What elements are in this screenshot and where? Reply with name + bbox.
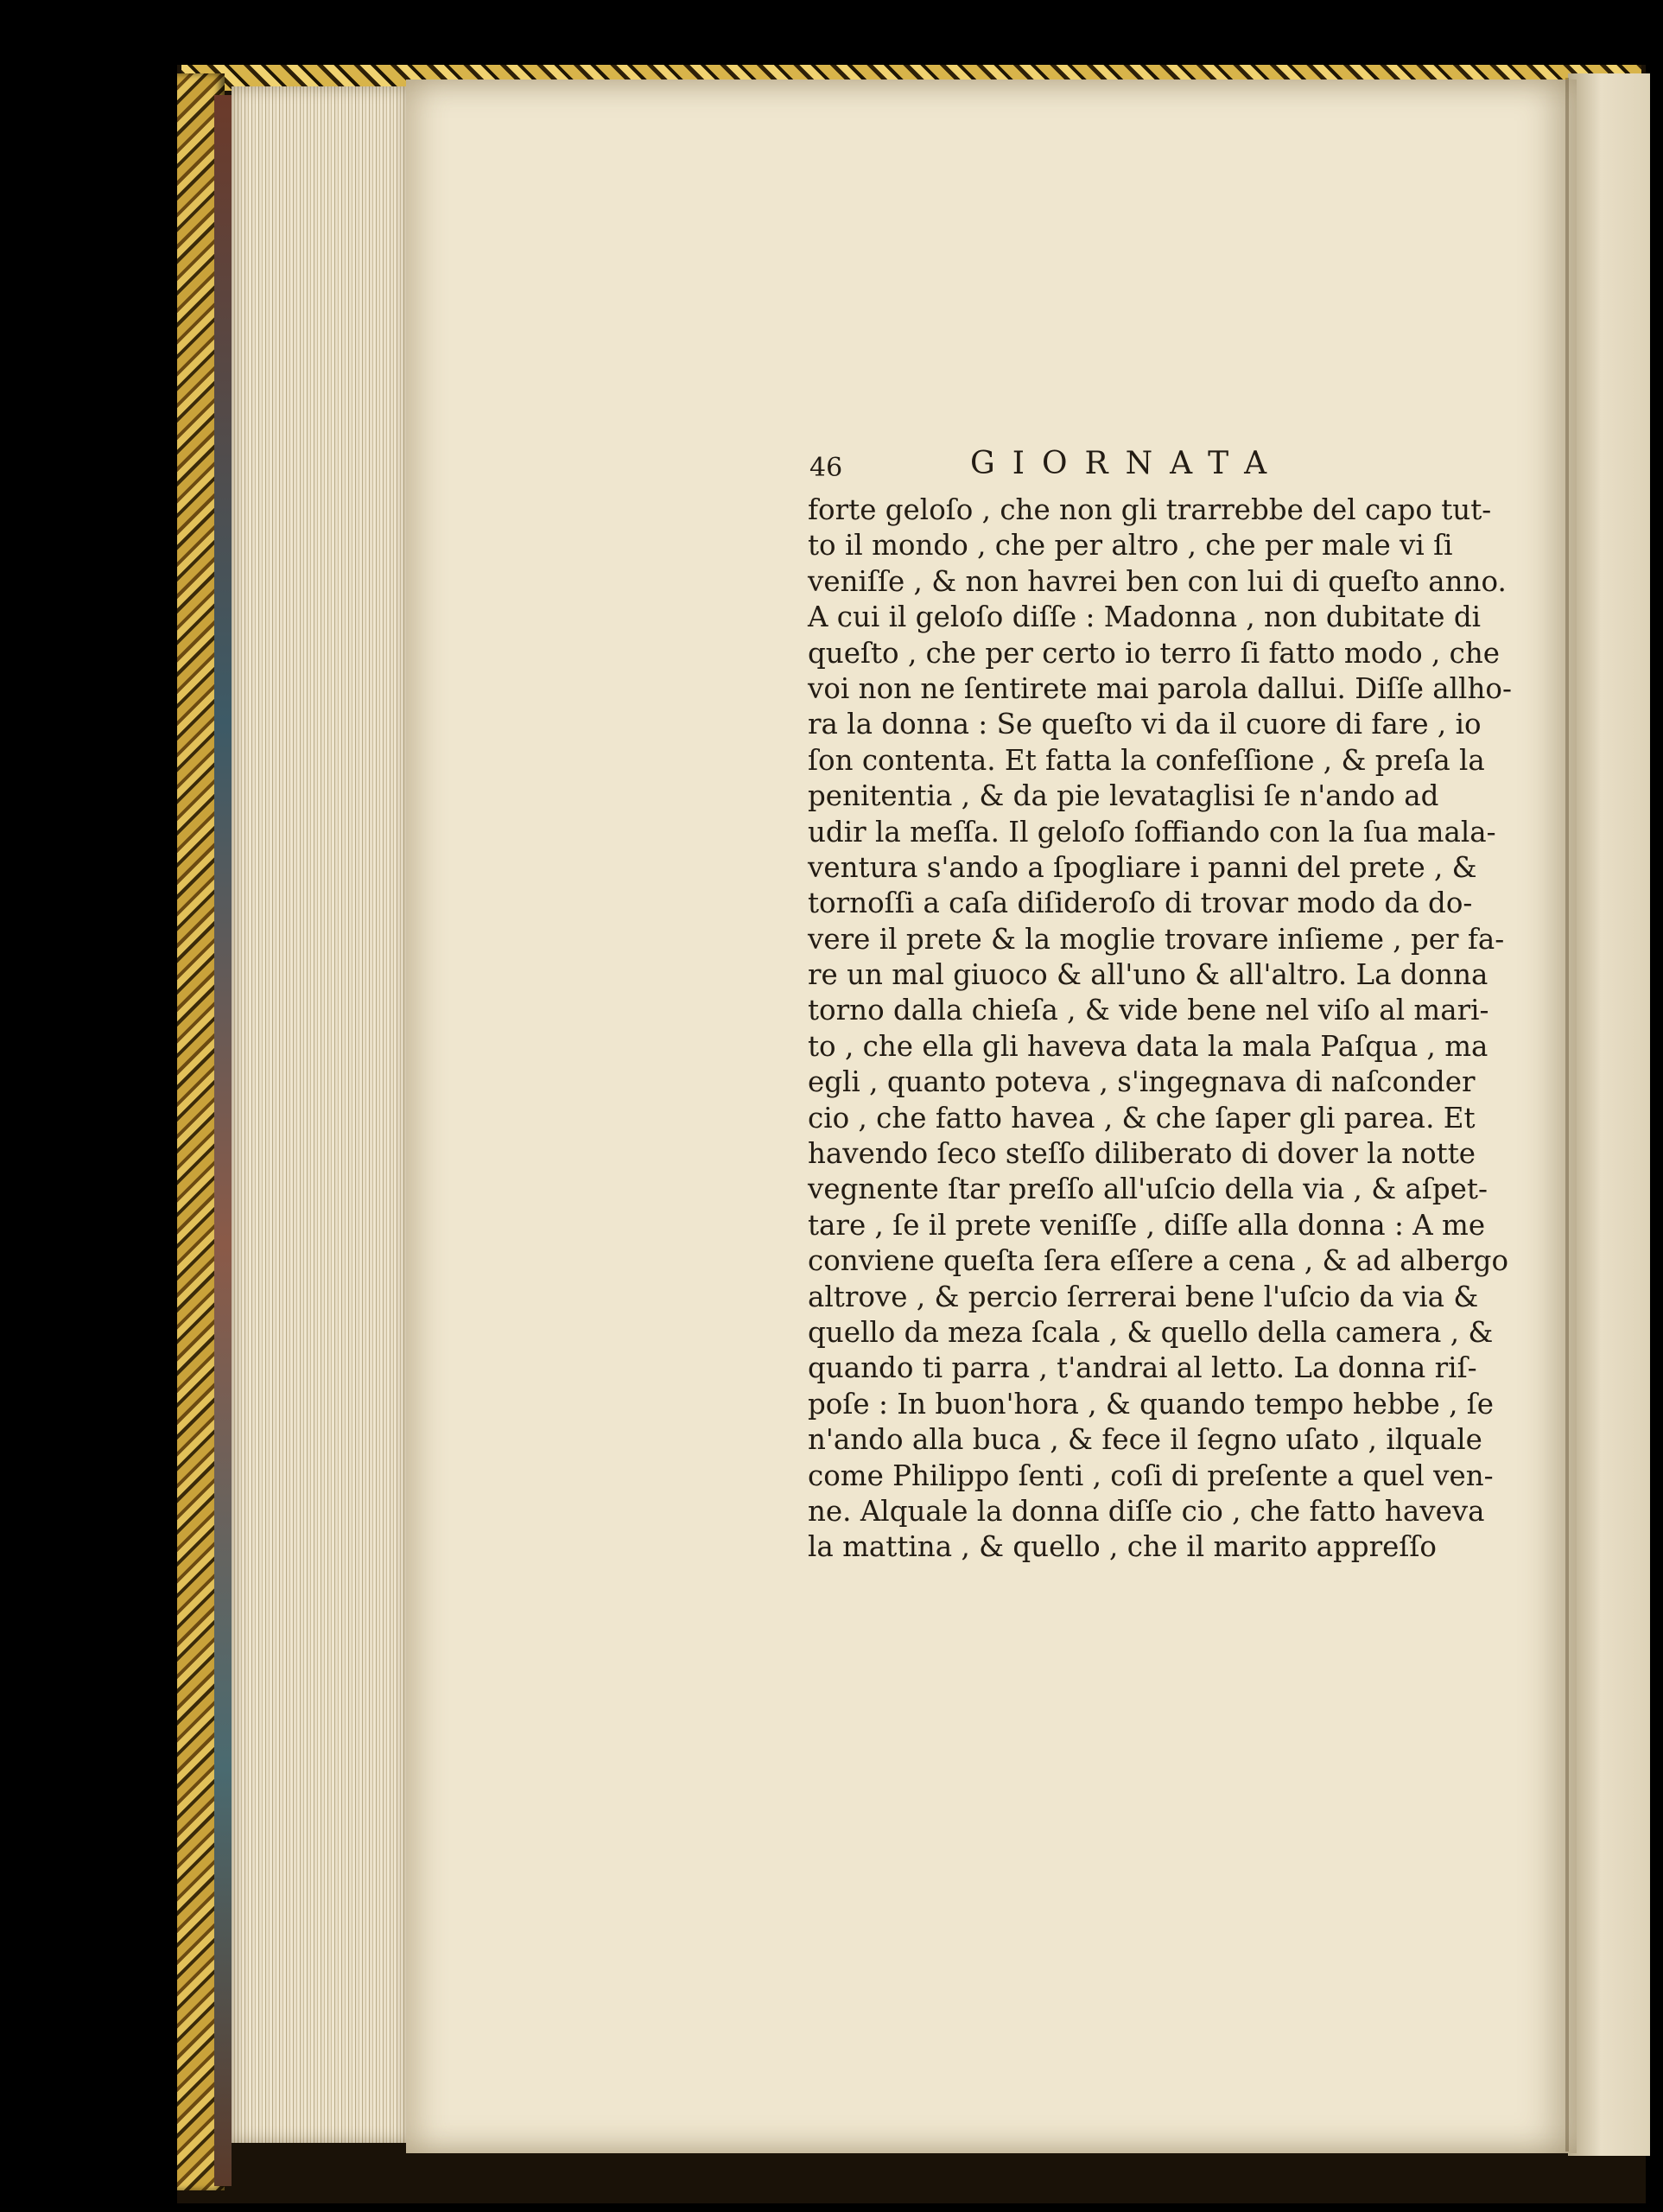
text-line: n'ando alla buca , & fece il ſegno uſato , ilquale — [808, 1423, 1482, 1457]
text-line: voi non ne ſentirete mai parola dallui. Diſſe allho- — [808, 671, 1512, 705]
text-line: la mattina , & quello , che il marito appreſſo — [808, 1530, 1437, 1564]
marbled-endpaper — [214, 95, 232, 2186]
text-line: to il mondo , che per altro , che per male vi ſi — [808, 529, 1453, 563]
text-line: ventura s'ando a ſpogliare i panni del prete , & — [808, 850, 1477, 884]
running-head: GIORNATA — [970, 446, 1285, 481]
text-line: vegnente ſtar preſſo all'uſcio della via , & aſpet- — [808, 1173, 1488, 1206]
page-header — [808, 441, 1412, 493]
text-line: ne. Alquale la donna diſſe cio , che fatto haveva — [808, 1494, 1485, 1528]
text-line: to , che ella gli haveva data la mala Paſqua , ma — [808, 1029, 1488, 1063]
page-number: 46 — [809, 453, 843, 483]
facing-page-edge — [1568, 73, 1650, 2156]
text-line: ra la donna : Se queſto vi da il cuore di fare , io — [808, 708, 1482, 741]
text-line: tornoſſi a caſa diſideroſo di trovar modo da do- — [808, 887, 1473, 920]
text-line: A cui il geloſo diſſe : Madonna , non dubitate di — [808, 601, 1482, 634]
body-text — [808, 493, 1512, 1566]
text-line: forte geloſo , che non gli trarrebbe del capo tut- — [808, 493, 1492, 526]
text-line: quello da meza ſcala , & quello della camera , & — [808, 1315, 1494, 1349]
text-line: conviene queſta ſera eſſere a cena , & ad albergo — [808, 1244, 1509, 1278]
text-line: egli , quanto poteva , s'ingegnava di naſconder — [808, 1065, 1476, 1099]
text-line: altrove , & percio ſerrerai bene l'uſcio da via & — [808, 1280, 1479, 1313]
text-line: udir la meſſa. Il geloſo ſoffiando con la ſua mala- — [808, 815, 1496, 849]
page-edges — [232, 86, 409, 2143]
text-line: come Philippo ſenti , coſi di preſente a quel ven- — [808, 1459, 1494, 1492]
text-line: queſto , che per certo io terro ſi fatto modo , che — [808, 636, 1500, 670]
text-line: veniſſe , & non havrei ben con lui di queſto anno. — [808, 564, 1507, 598]
text-line: cio , che fatto havea , & che ſaper gli parea. Et — [808, 1101, 1476, 1135]
text-line: re un mal giuoco & all'uno & all'altro. La donna — [808, 958, 1488, 992]
gutter-shadow — [1565, 78, 1569, 2152]
text-line: tare , ſe il prete veniſſe , diſſe alla donna : A me — [808, 1208, 1486, 1242]
text-line: poſe : In buon'hora , & quando tempo hebbe , ſe — [808, 1387, 1494, 1421]
text-line: quando ti parra , t'andrai al letto. La donna riſ- — [808, 1351, 1477, 1385]
text-line: penitentia , & da pie levataglisi ſe n'ando ad — [808, 779, 1439, 813]
text-line: havendo ſeco steſſo diliberato di dover la notte — [808, 1137, 1476, 1171]
text-line: ſon contenta. Et fatta la confeſſione , & preſa la — [808, 743, 1485, 777]
text-line: torno dalla chieſa , & vide bene nel viſo al mari- — [808, 994, 1489, 1027]
text-block — [808, 441, 1512, 1566]
text-line: vere il prete & la moglie trovare inſieme , per fa- — [808, 922, 1505, 956]
